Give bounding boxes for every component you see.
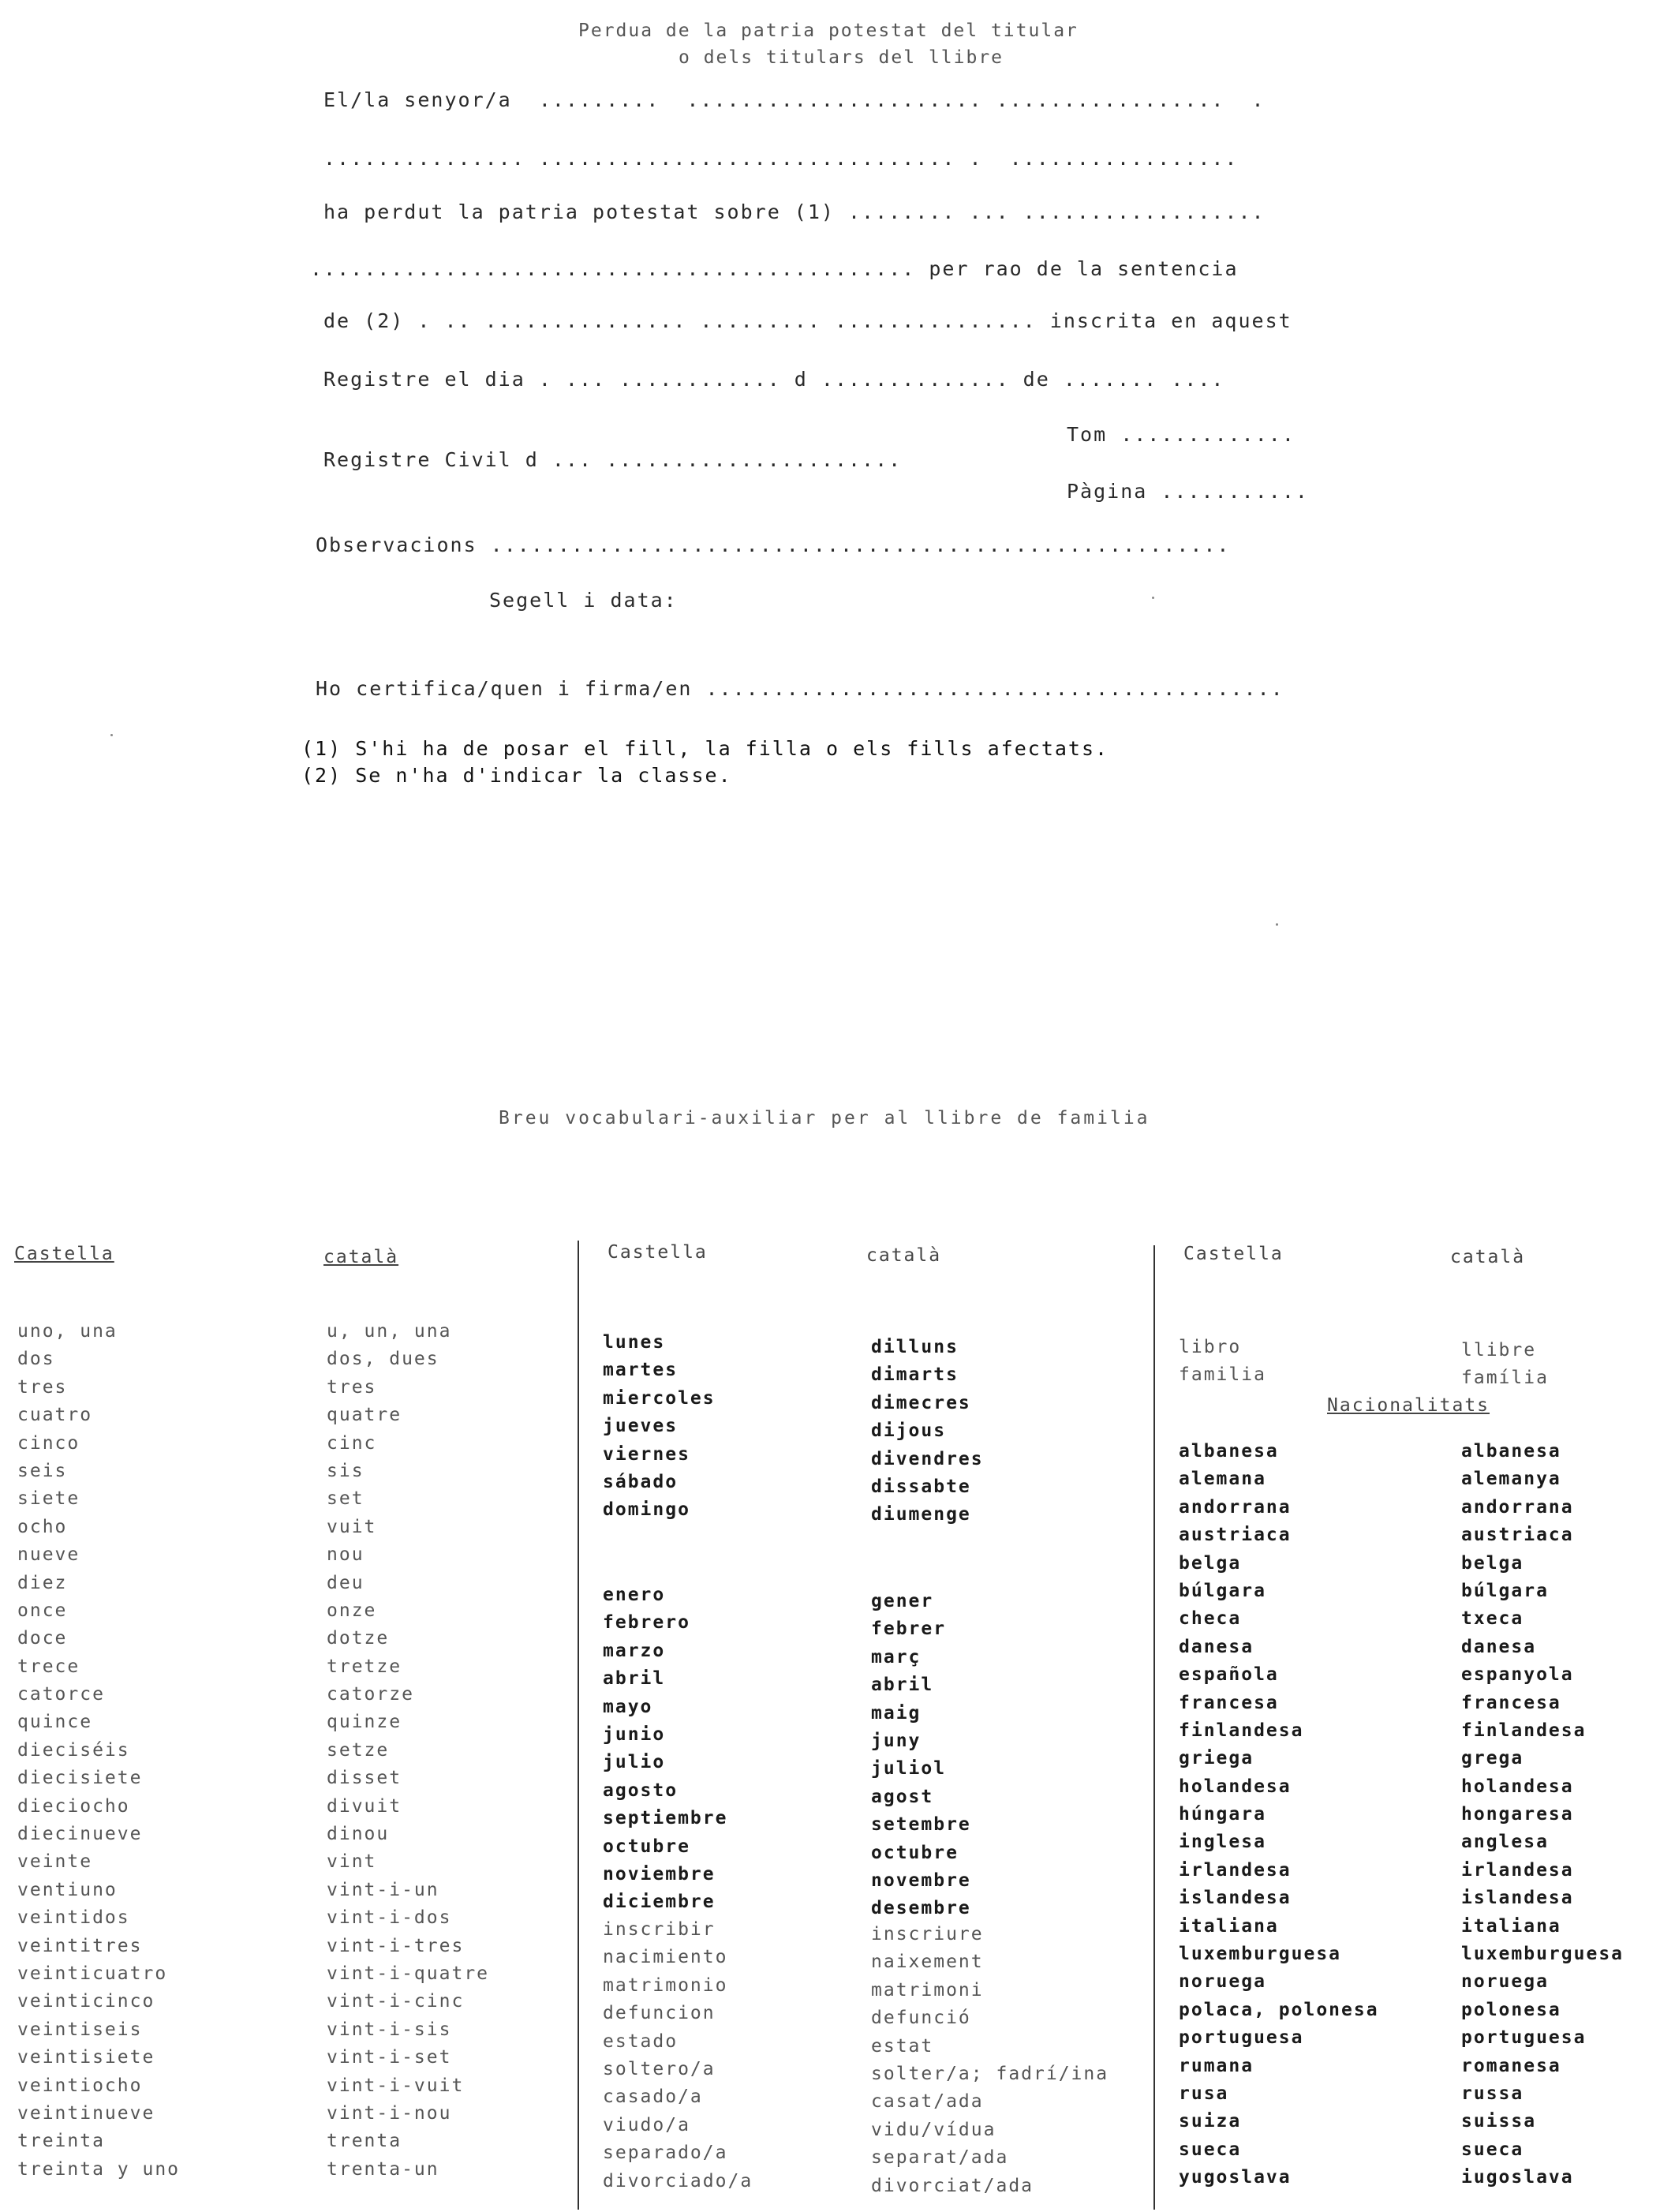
vocab-entry: tres <box>327 1376 377 1398</box>
vocab-entry: separat/ada <box>871 2147 1009 2169</box>
scan-speck <box>110 734 113 736</box>
vocab-entry: inscribir <box>603 1919 716 1940</box>
vocab-entry: austriaca <box>1461 1525 1574 1546</box>
vocab-entry: italiana <box>1179 1915 1279 1937</box>
vocab-entry: dijous <box>871 1420 947 1442</box>
vocab-entry: luxemburguesa <box>1179 1944 1342 1965</box>
vocab-entry: francesa <box>1179 1692 1279 1713</box>
vocab-entry: austriaca <box>1179 1525 1292 1546</box>
vocab-entry: quinze <box>327 1712 402 1733</box>
vocab-entry: domingo <box>603 1499 690 1521</box>
vocab-entry: húngara <box>1179 1804 1266 1825</box>
vocab-entry: ocho <box>17 1516 68 1537</box>
vocab-entry: defunció <box>871 2008 971 2029</box>
vocab-entry: cinco <box>17 1432 80 1454</box>
vocab-entry: u, un, una <box>327 1321 452 1342</box>
vocab-entry: alemana <box>1179 1469 1266 1490</box>
vocab-entry: española <box>1179 1664 1279 1686</box>
vocab-entry: estado <box>603 2030 679 2052</box>
vocab-entry: diez <box>17 1572 68 1593</box>
vocab-entry: viudo/a <box>603 2114 690 2135</box>
vocab-entry: juny <box>871 1730 922 1751</box>
form-title-line2: o dels titulars del llibre <box>679 47 1004 68</box>
vocab-entry: veintiocho <box>17 2075 143 2096</box>
terms-catala-list <box>871 1921 1109 2200</box>
vocab-entry: once <box>17 1600 68 1621</box>
vocab-entry: febrer <box>871 1619 947 1640</box>
vocab-entry: luxemburguesa <box>1461 1944 1624 1965</box>
vocab-entry: agost <box>871 1786 934 1807</box>
vocab-entry: família <box>1461 1368 1549 1389</box>
vocab-entry: holandesa <box>1179 1776 1292 1797</box>
vocab-entry: dilluns <box>871 1337 959 1357</box>
vocab-entry: nou <box>327 1544 365 1566</box>
vocab-entry: veintinueve <box>17 2102 155 2124</box>
vocab-entry: martes <box>603 1360 679 1381</box>
vocab-entry: dos <box>17 1349 55 1370</box>
vocab-entry: dieciocho <box>17 1795 130 1817</box>
field-observacions: Observacions ....................................................... <box>316 533 1231 556</box>
vocab-entry: inglesa <box>1179 1832 1266 1853</box>
vocab-entry: catorce <box>17 1684 105 1705</box>
nationalities-catala-list <box>1461 1438 1624 2192</box>
vocab-entry: islandesa <box>1461 1888 1574 1909</box>
terms-castella-list <box>603 1916 753 2195</box>
vocab-entry: portuguesa <box>1461 2027 1587 2049</box>
vocab-entry: griega <box>1179 1748 1254 1769</box>
vocab-entry: veintitres <box>17 1935 143 1956</box>
vocab-entry: set <box>327 1488 365 1510</box>
vocab-entry: vuit <box>327 1516 377 1537</box>
vocab-entry: italiana <box>1461 1915 1561 1937</box>
vocab-entry: uno, una <box>17 1321 118 1342</box>
vocab-entry: russa <box>1461 2083 1524 2104</box>
vocab-entry: quince <box>17 1712 93 1733</box>
vocab-entry: vint-i-cinc <box>327 1991 465 2012</box>
vocab-entry: trenta-un <box>327 2158 439 2180</box>
vocab-entry: matrimoni <box>871 1979 984 2001</box>
footnote-1: (1) S'hi ha de posar el fill, la filla o els fills afectats. <box>301 737 1109 760</box>
field-senyor: El/la senyor/a ......... ...................... ................. . <box>323 88 1266 111</box>
vocab-entry: andorrana <box>1179 1496 1292 1518</box>
vocab-entry: finlandesa <box>1461 1720 1587 1741</box>
vocab-entry: diumenge <box>871 1504 971 1525</box>
vocab-entry: novembre <box>871 1870 971 1891</box>
vocab-entry: maig <box>871 1702 922 1724</box>
vocab-title: Breu vocabulari-auxiliar per al llibre de familia <box>499 1108 1150 1128</box>
vocab-entry: inscriure <box>871 1924 984 1944</box>
numbers-castella-list <box>17 1318 180 2184</box>
vocab-entry: vint-i-set <box>327 2047 452 2068</box>
col2-header-catala: català <box>866 1245 942 1266</box>
vocab-entry: islandesa <box>1179 1888 1292 1909</box>
vocab-entry: veinticinco <box>17 1991 155 2012</box>
column-divider <box>1153 1245 1155 2210</box>
vocab-entry: viernes <box>603 1443 690 1465</box>
vocab-entry: danesa <box>1461 1636 1537 1657</box>
vocab-entry: defuncion <box>603 2003 716 2024</box>
vocab-entry: sábado <box>603 1471 679 1492</box>
vocab-entry: rumana <box>1179 2055 1254 2076</box>
vocab-entry: treinta <box>17 2131 105 2152</box>
vocab-entry: octubre <box>603 1836 690 1857</box>
vocab-entry: diecisiete <box>17 1768 143 1789</box>
vocab-entry: vint-i-un <box>327 1879 439 1900</box>
vocab-entry: vint-i-dos <box>327 1907 452 1929</box>
vocab-entry: abril <box>871 1675 934 1696</box>
vocab-entry: agosto <box>603 1780 679 1801</box>
vocab-entry: romanesa <box>1461 2055 1561 2076</box>
days-castella-list <box>603 1329 716 1525</box>
vocab-entry: casado/a <box>603 2087 703 2108</box>
col3-header-castella: Castella <box>1183 1244 1284 1264</box>
vocab-entry: lunes <box>603 1332 666 1353</box>
form-title-line1: Perdua de la patria potestat del titular <box>578 21 1079 41</box>
vocab-entry: búlgara <box>1179 1580 1266 1601</box>
field-dots-line: ............... ............................... . ................. <box>323 147 1239 170</box>
vocab-entry: vint-i-nou <box>327 2102 452 2124</box>
col1-header-catala: català <box>323 1247 399 1267</box>
vocab-entry: holandesa <box>1461 1776 1574 1797</box>
vocab-entry: grega <box>1461 1748 1524 1769</box>
vocab-entry: cuatro <box>17 1405 93 1426</box>
vocab-entry: dotze <box>327 1628 390 1649</box>
col3-header-catala: català <box>1450 1247 1526 1267</box>
field-registre-civil: Registre Civil d ... ...................... <box>323 448 903 471</box>
vocab-entry: deu <box>327 1572 365 1593</box>
vocab-entry: diecinueve <box>17 1824 143 1845</box>
vocab-entry: setembre <box>871 1814 971 1836</box>
vocab-entry: miercoles <box>603 1387 716 1409</box>
vocab-entry: sueca <box>1461 2139 1524 2160</box>
vocab-entry: llibre <box>1461 1340 1537 1361</box>
vocab-entry: iugoslava <box>1461 2167 1574 2188</box>
vocab-entry: divorciat/ada <box>871 2175 1034 2196</box>
vocab-entry: jueves <box>603 1416 679 1437</box>
vocab-entry: mayo <box>603 1696 653 1717</box>
vocab-entry: catorze <box>327 1684 414 1705</box>
vocab-entry: búlgara <box>1461 1580 1549 1601</box>
vocab-entry: julio <box>603 1752 666 1773</box>
misc-catala-list <box>1461 1337 1549 1393</box>
nacionalitats-header: Nacionalitats <box>1327 1395 1490 1416</box>
vocab-entry: vint-i-tres <box>327 1935 465 1956</box>
vocab-entry: rusa <box>1179 2083 1229 2104</box>
vocab-entry: ventiuno <box>17 1879 118 1900</box>
vocab-entry: diciembre <box>603 1892 716 1913</box>
scan-speck <box>1152 597 1154 599</box>
vocab-entry: doce <box>17 1628 68 1649</box>
vocab-entry: polaca, polonesa <box>1179 1999 1379 2020</box>
vocab-entry: francesa <box>1461 1692 1561 1713</box>
vocab-entry: noruega <box>1179 1971 1266 1993</box>
vocab-entry: veintisiete <box>17 2047 155 2068</box>
misc-castella-list <box>1179 1334 1266 1390</box>
vocab-entry: belga <box>1461 1552 1524 1574</box>
vocab-entry: irlandesa <box>1461 1859 1574 1881</box>
nationalities-castella-list <box>1179 1438 1379 2192</box>
numbers-catala-list <box>327 1318 489 2184</box>
vocab-entry: enero <box>603 1585 666 1605</box>
vocab-entry: suissa <box>1461 2111 1537 2132</box>
vocab-entry: onze <box>327 1600 377 1621</box>
vocab-entry: checa <box>1179 1608 1242 1630</box>
days-catala-list <box>871 1334 984 1529</box>
column-divider <box>578 1241 579 2210</box>
vocab-entry: solter/a; fadrí/ina <box>871 2063 1109 2084</box>
vocab-entry: seis <box>17 1460 68 1481</box>
vocab-entry: tretze <box>327 1656 402 1677</box>
field-per-rao: ............................................. per rao de la sentencia <box>310 257 1239 280</box>
field-tom: Tom ............. <box>1067 423 1295 446</box>
vocab-entry: dimecres <box>871 1392 971 1413</box>
vocab-entry: marzo <box>603 1640 666 1661</box>
vocab-entry: danesa <box>1179 1636 1254 1657</box>
vocab-entry: espanyola <box>1461 1664 1574 1686</box>
vocab-entry: sis <box>327 1460 365 1481</box>
vocab-entry: nueve <box>17 1544 80 1566</box>
field-certifica: Ho certifica/quen i firma/en ........................................... <box>316 677 1284 700</box>
footnote-2: (2) Se n'ha d'indicar la classe. <box>301 764 732 787</box>
vocab-entry: gener <box>871 1591 934 1611</box>
vocab-entry: noviembre <box>603 1863 716 1885</box>
field-segell-data: Segell i data: <box>489 589 678 612</box>
vocab-entry: albanesa <box>1461 1441 1561 1462</box>
vocab-entry: suiza <box>1179 2111 1242 2132</box>
vocab-entry: nacimiento <box>603 1947 728 1968</box>
vocab-entry: divendres <box>871 1448 984 1469</box>
vocab-entry: dimarts <box>871 1364 959 1386</box>
vocab-entry: vidu/vídua <box>871 2119 996 2140</box>
vocab-entry: septiembre <box>603 1808 728 1829</box>
vocab-entry: andorrana <box>1461 1496 1574 1518</box>
field-pagina: Pàgina ........... <box>1067 480 1309 503</box>
vocab-entry: txeca <box>1461 1608 1524 1630</box>
vocab-entry: portuguesa <box>1179 2027 1304 2049</box>
vocab-entry: vint-i-sis <box>327 2019 452 2040</box>
vocab-entry: treinta y uno <box>17 2158 181 2180</box>
vocab-entry: hongaresa <box>1461 1804 1574 1825</box>
vocab-entry: desembre <box>871 1898 971 1919</box>
field-ha-perdut: ha perdut la patria potestat sobre (1) ........ ... .................. <box>323 200 1266 223</box>
vocab-entry: polonesa <box>1461 1999 1561 2020</box>
field-de-2: de (2) . .. ............... ......... ............... inscrita en aquest <box>323 309 1292 332</box>
months-catala-list <box>871 1588 971 1923</box>
field-registre-dia: Registre el dia . ... ............ d .............. de ....... .... <box>323 368 1225 391</box>
col1-header-castella: Castella <box>14 1244 114 1264</box>
months-castella-list <box>603 1581 727 1917</box>
vocab-entry: cinc <box>327 1432 377 1454</box>
vocab-entry: setze <box>327 1739 390 1761</box>
vocab-entry: yugoslava <box>1179 2167 1292 2188</box>
vocab-entry: divuit <box>327 1795 402 1817</box>
vocab-entry: trenta <box>327 2131 402 2152</box>
vocab-entry: veintidos <box>17 1907 130 1929</box>
vocab-entry: libro <box>1179 1337 1242 1357</box>
vocab-entry: veinte <box>17 1851 93 1873</box>
vocab-entry: vint-i-vuit <box>327 2075 465 2096</box>
col2-header-castella: Castella <box>608 1242 708 1263</box>
vocab-entry: vint-i-quatre <box>327 1963 490 1984</box>
vocab-entry: divorciado/a <box>603 2170 753 2191</box>
vocab-entry: sueca <box>1179 2139 1242 2160</box>
vocab-entry: març <box>871 1646 922 1667</box>
vocab-entry: dinou <box>327 1824 390 1845</box>
vocab-entry: dos, dues <box>327 1349 439 1370</box>
vocab-entry: anglesa <box>1461 1832 1549 1853</box>
vocab-entry: finlandesa <box>1179 1720 1304 1741</box>
vocab-entry: veinticuatro <box>17 1963 168 1984</box>
vocab-entry: casat/ada <box>871 2091 984 2113</box>
vocab-entry: alemanya <box>1461 1469 1561 1490</box>
vocab-entry: veintiseis <box>17 2019 143 2040</box>
vocab-entry: quatre <box>327 1405 402 1426</box>
vocab-entry: tres <box>17 1376 68 1398</box>
vocab-entry: siete <box>17 1488 80 1510</box>
vocab-entry: dissabte <box>871 1476 971 1497</box>
vocab-entry: albanesa <box>1179 1441 1279 1462</box>
vocab-entry: belga <box>1179 1552 1242 1574</box>
vocab-entry: juliol <box>871 1758 947 1780</box>
vocab-entry: trece <box>17 1656 80 1677</box>
vocab-entry: vint <box>327 1851 377 1873</box>
vocab-entry: junio <box>603 1724 666 1745</box>
vocab-entry: estat <box>871 2035 934 2057</box>
vocab-entry: febrero <box>603 1612 690 1634</box>
vocab-entry: dieciséis <box>17 1739 130 1761</box>
vocab-entry: matrimonio <box>603 1974 728 1996</box>
vocab-entry: familia <box>1179 1364 1266 1386</box>
vocab-entry: abril <box>603 1668 666 1690</box>
vocab-entry: octubre <box>871 1842 959 1863</box>
vocab-entry: disset <box>327 1768 402 1789</box>
vocab-entry: naixement <box>871 1952 984 1973</box>
vocab-entry: irlandesa <box>1179 1859 1292 1881</box>
vocab-entry: soltero/a <box>603 2058 716 2079</box>
vocab-entry: separado/a <box>603 2143 728 2164</box>
scan-speck <box>1276 923 1278 926</box>
vocab-entry: noruega <box>1461 1971 1549 1993</box>
